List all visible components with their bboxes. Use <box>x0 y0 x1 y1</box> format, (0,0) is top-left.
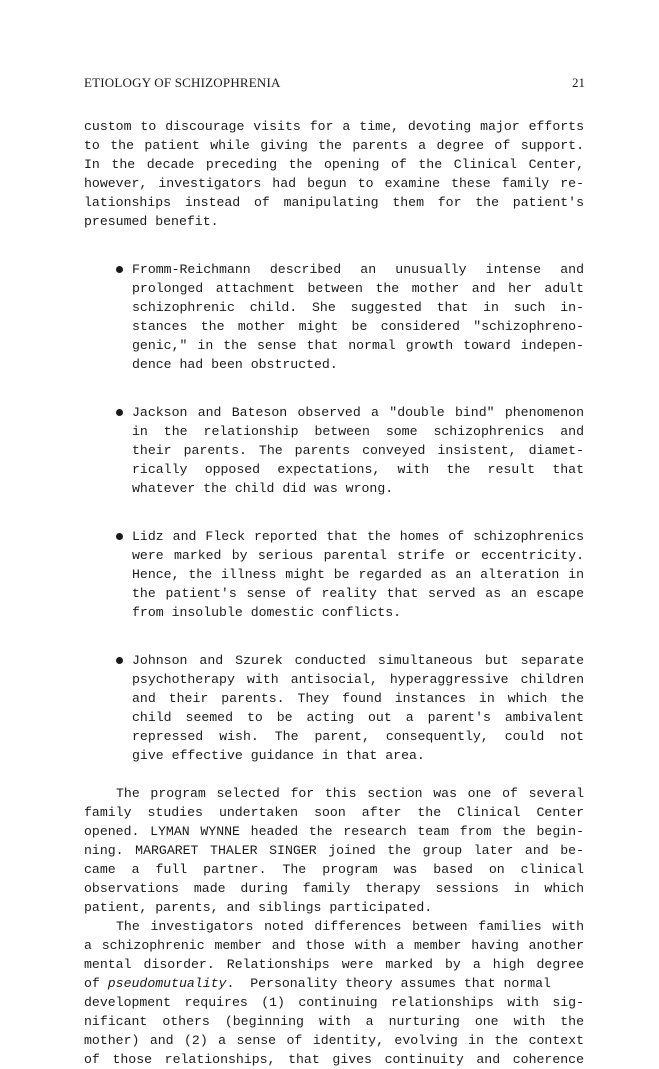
text-line: however, investigators had begun to examine these family re- <box>84 176 584 191</box>
text-line: psychotherapy with antisocial, hyperaggressive children <box>132 672 584 687</box>
text-line: Fromm-Reichmann described an unusually intense and <box>132 262 584 277</box>
text-line: of those relationships, that gives continuity and coherence <box>84 1052 584 1067</box>
text-line: patient, parents, and siblings participated. <box>84 900 433 915</box>
text-line: to the patient while giving the parents a degree of support. <box>84 138 584 153</box>
bullet-icon <box>116 657 123 664</box>
text-line: observations made during family therapy sessions in which <box>84 881 584 896</box>
text-line: schizophrenic child. She suggested that in such in- <box>132 300 584 315</box>
text-line: ning. MARGARET THALER SINGER joined the group later and be- <box>84 843 584 858</box>
text-line: rically opposed expectations, with the result that <box>132 462 584 477</box>
text-line: Jackson and Bateson observed a "double bind" phenomenon <box>132 405 584 420</box>
text-line: nificant others (beginning with a nurturing one with the <box>84 1014 584 1029</box>
bullet-item-fromm-reichmann <box>84 260 584 374</box>
text-line: mental disorder. Relationships were marked by a high degree <box>84 957 584 972</box>
bullet-item-lidz-fleck <box>84 527 584 622</box>
text-line: mother) and (2) a sense of identity, evolving in the context <box>84 1033 584 1048</box>
text-line <box>84 974 584 993</box>
body-text <box>84 117 584 1069</box>
text-line: prolonged attachment between the mother and her adult <box>132 281 584 296</box>
text-line: stances the mother might be considered "schizophreno- <box>132 319 584 334</box>
running-head-title: ETIOLOGY OF SCHIZOPHRENIA <box>84 75 281 90</box>
text-line: repressed wish. The parent, consequently, could not <box>132 729 584 744</box>
text-line: whatever the child did was wrong. <box>132 481 394 496</box>
text-line: The investigators noted differences between families with <box>116 919 584 934</box>
text-line: Hence, the illness might be regarded as an alteration in <box>132 567 584 582</box>
text-line: were marked by serious parental strife or eccentricity. <box>132 548 584 563</box>
text-line: dence had been obstructed. <box>132 357 338 372</box>
text-line: from insoluble domestic conflicts. <box>132 605 402 620</box>
text-line: a schizophrenic member and those with a member having another <box>84 938 584 953</box>
text-line: presumed benefit. <box>84 214 219 229</box>
bullet-item-jackson-bateson <box>84 403 584 498</box>
investigators-paragraph <box>84 917 584 1069</box>
text-line: Johnson and Szurek conducted simultaneous but separate <box>132 653 584 668</box>
text-segment: . Personality theory assumes that normal <box>226 976 551 991</box>
italic-term-pseudomutuality: pseudomutuality <box>107 976 227 991</box>
bullet-icon <box>116 266 123 273</box>
text-line: In the decade preceding the opening of the Clinical Center, <box>84 157 584 172</box>
text-line: the patient's sense of reality that served as an escape <box>132 586 584 601</box>
bullet-item-johnson-szurek <box>84 651 584 765</box>
text-line: genic," in the sense that normal growth toward indepen- <box>132 338 584 353</box>
text-line: Lidz and Fleck reported that the homes of schizophrenics <box>132 529 584 544</box>
program-paragraph <box>84 784 584 917</box>
text-line: and their parents. They found instances in which the <box>132 691 584 706</box>
text-line: The program selected for this section was one of several <box>116 786 584 801</box>
text-segment: of <box>84 976 108 991</box>
text-line: their parents. The parents conveyed insistent, diamet- <box>132 443 584 458</box>
text-line: in the relationship between some schizophrenics and <box>132 424 584 439</box>
text-line: lationships instead of manipulating them for the patient's <box>84 195 584 210</box>
page-number: 21 <box>572 75 585 90</box>
text-line: give effective guidance in that area. <box>132 748 425 763</box>
bullet-icon <box>116 533 123 540</box>
text-line: custom to discourage visits for a time, devoting major efforts <box>84 119 584 134</box>
intro-paragraph <box>84 117 584 231</box>
bullet-icon <box>116 409 123 416</box>
text-line: child seemed to be acting out a parent's ambivalent <box>132 710 584 725</box>
text-line: family studies undertaken soon after the Clinical Center <box>84 805 584 820</box>
text-line: development requires (1) continuing relationships with sig- <box>84 995 584 1010</box>
text-line: opened. LYMAN WYNNE headed the research team from the begin- <box>84 824 584 839</box>
text-line: came a full partner. The program was based on clinical <box>84 862 584 877</box>
